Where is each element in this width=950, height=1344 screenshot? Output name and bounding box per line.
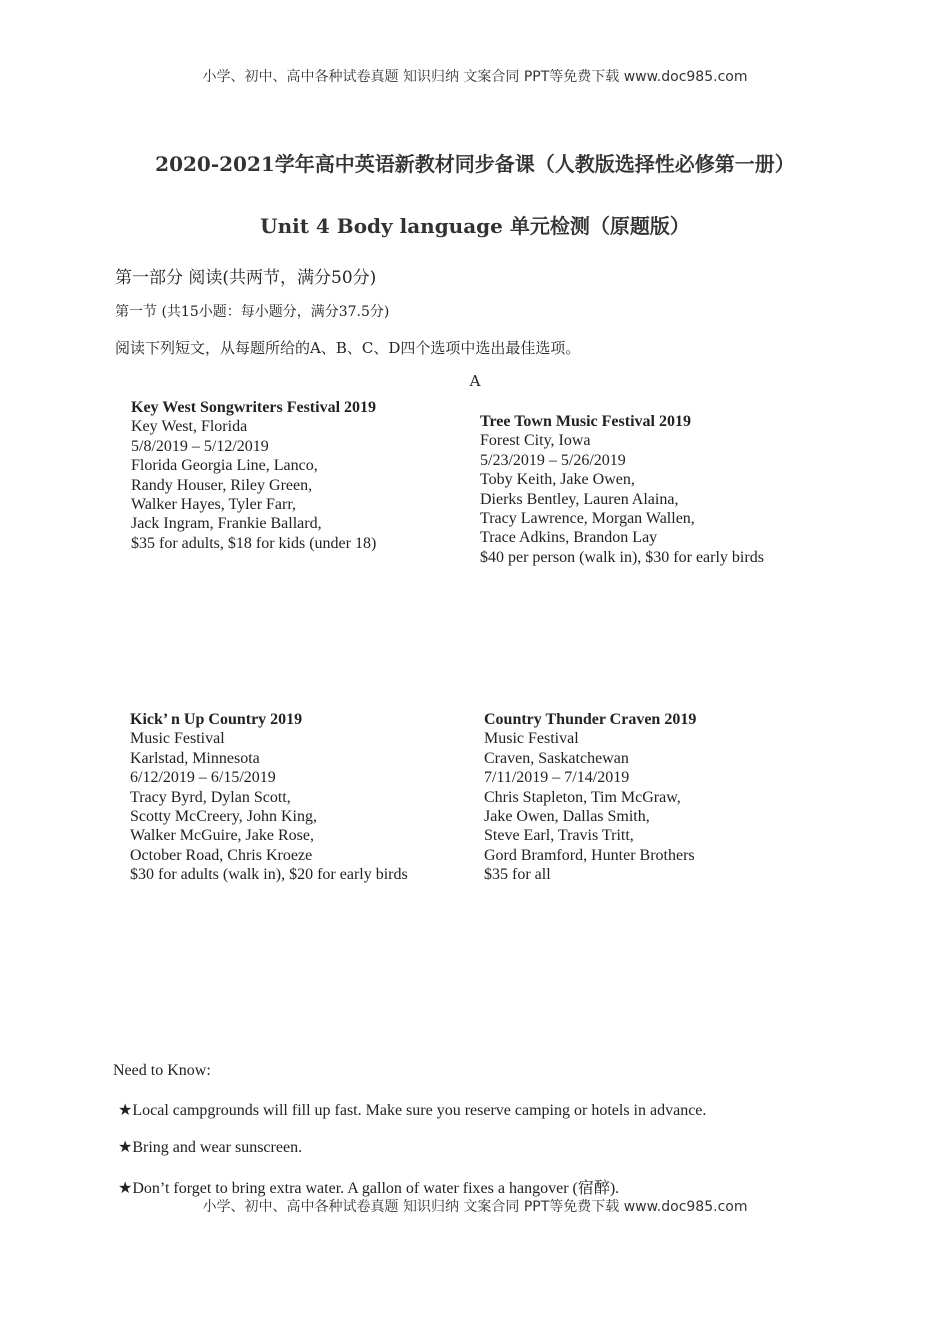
document-title: 2020-2021学年高中英语新教材同步备课（人教版选择性必修第一册） [155,152,795,176]
festival-line: $35 for all [484,866,551,884]
festival-card-country-thunder [484,710,696,885]
need-to-know-heading: Need to Know: [113,1062,211,1079]
festival-line: Jake Owen, Dallas Smith, [484,808,650,826]
festival-line: Craven, Saskatchewan [484,749,629,767]
festival-card-kick-n-up [130,710,408,885]
festival-line: Music Festival [130,730,225,748]
festival-name: Key West Songwriters Festival 2019 [131,399,377,416]
tip-item: ★Don’t forget to bring extra water. A gallon of water fixes a hangover (宿醉). [118,1180,620,1197]
festival-name: Tree Town Music Festival 2019 [480,413,691,430]
festival-line: Randy Houser, Riley Green, [131,476,313,494]
festival-line: $35 for adults, $18 for kids (under 18) [131,534,377,552]
festival-line: Scotty McCreery, John King, [130,808,317,826]
festival-line: $30 for adults (walk in), $20 for early birds [130,866,408,884]
festival-line: Trace Adkins, Brandon Lay [480,529,658,547]
festival-line: Walker Hayes, Tyler Farr, [131,496,297,514]
festival-line: Florida Georgia Line, Lanco, [131,457,318,475]
festival-card-tree-town [480,412,764,567]
festival-line: 5/23/2019 – 5/26/2019 [480,451,626,469]
festival-card-key-west [131,398,376,553]
tip-item: ★Local campgrounds will fill up fast. Make sure you reserve camping or hotels in advance. [118,1102,707,1119]
festival-line: Tracy Byrd, Dylan Scott, [130,788,291,806]
festival-line: Toby Keith, Jake Owen, [480,471,635,489]
page-footer: 小学、初中、高中各种试卷真题 知识归纳 文案合同 PPT等免费下载 www.doc985.com [202,1199,748,1215]
section-heading: 第一节 (共15小题：每小题分，满分37.5分) [115,304,390,320]
festival-name: Country Thunder Craven 2019 [484,711,697,728]
festival-line: 6/12/2019 – 6/15/2019 [130,769,276,787]
festival-line: Karlstad, Minnesota [130,749,260,767]
festival-line: 7/11/2019 – 7/14/2019 [484,769,630,787]
page-header: 小学、初中、高中各种试卷真题 知识归纳 文案合同 PPT等免费下载 www.doc985.com [202,69,748,85]
tip-item: ★Bring and wear sunscreen. [118,1139,303,1156]
festival-line: Gord Bramford, Hunter Brothers [484,846,695,864]
festival-line: Walker McGuire, Jake Rose, [130,827,314,845]
festival-line: Music Festival [484,730,579,748]
unit-title: Unit 4 Body language 单元检测（原题版） [260,214,690,238]
festival-line: Steve Earl, Travis Tritt, [484,827,634,845]
festival-line: Tracy Lawrence, Morgan Wallen, [480,510,695,528]
festival-line: Forest City, Iowa [480,432,591,450]
festival-line: Jack Ingram, Frankie Ballard, [131,515,322,533]
festival-name: Kick’ n Up Country 2019 [130,711,303,728]
festival-line: October Road, Chris Kroeze [130,846,313,864]
festival-line: 5/8/2019 – 5/12/2019 [131,437,269,455]
passage-label: A [469,372,481,390]
festival-line: Key West, Florida [131,418,248,436]
festival-line: Dierks Bentley, Lauren Alaina, [480,490,679,508]
instruction-text: 阅读下列短文，从每题所给的A、B、C、D四个选项中选出最佳选项。 [115,339,581,357]
festival-line: $40 per person (walk in), $30 for early birds [480,548,764,566]
festival-line: Chris Stapleton, Tim McGraw, [484,788,681,806]
part-heading: 第一部分 阅读(共两节，满分50分) [115,268,377,288]
